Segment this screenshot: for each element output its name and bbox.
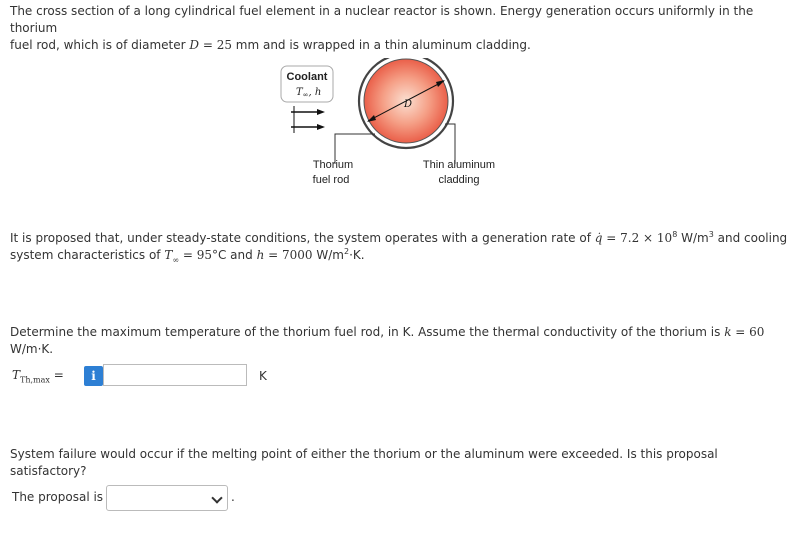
proposal-period: . — [231, 490, 235, 504]
proposal-dropdown[interactable] — [106, 485, 228, 511]
tmax-answer-label: $T_{Th,max}$ = — [12, 368, 64, 385]
diameter-label: D — [404, 99, 413, 110]
proposal-line-2: system characteristics of $T_\infty = 95^\circ C$ and h = 7000 $W/m^2\cdot K$. — [10, 247, 365, 265]
cladding-label-line-1: Thin aluminum — [422, 159, 496, 171]
tmax-unit-label: K — [259, 369, 267, 383]
proposal-label: The proposal is — [12, 490, 104, 504]
failure-question: System failure would occur if the melting point of either the thorium or the aluminum were exceeded. Is this proposal satisfactory? — [10, 447, 718, 478]
intro-line-1: The cross section of a long cylindrical fuel element in a nuclear reactor is shown. Energy generation occurs uniformly in the thorium — [10, 4, 754, 35]
intro-paragraph — [10, 3, 790, 54]
coolant-label: Coolant — [286, 71, 328, 83]
chevron-down-icon — [211, 492, 222, 503]
fuel-element-figure — [275, 58, 515, 193]
thorium-label-line-2: fuel rod — [312, 174, 350, 186]
proposal-paragraph — [10, 230, 787, 268]
coolant-flow-arrows — [291, 106, 325, 133]
intro-line-2: fuel rod, which is of diameter D = 25 mm and is wrapped in a thin aluminum cladding. — [10, 38, 531, 52]
proposal-line-1: It is proposed that, under steady-state conditions, the system operates with a generation rate of q̇ = $7.2 \times 10^8$ $W/m^3$ and cooling — [10, 230, 788, 245]
cladding-leader-line — [445, 124, 455, 164]
info-icon[interactable]: i — [84, 366, 103, 386]
determine-question: Determine the maximum temperature of the thorium fuel rod, in K. Assume the thermal conductivity of the thorium is k = 60 W/m·K. — [10, 325, 765, 356]
cladding-label-line-2: cladding — [438, 174, 480, 186]
thorium-label-line-1: Thorium — [312, 159, 354, 171]
tmax-answer-input[interactable] — [103, 364, 247, 386]
coolant-conditions: $T_\infty$, h — [296, 87, 322, 99]
